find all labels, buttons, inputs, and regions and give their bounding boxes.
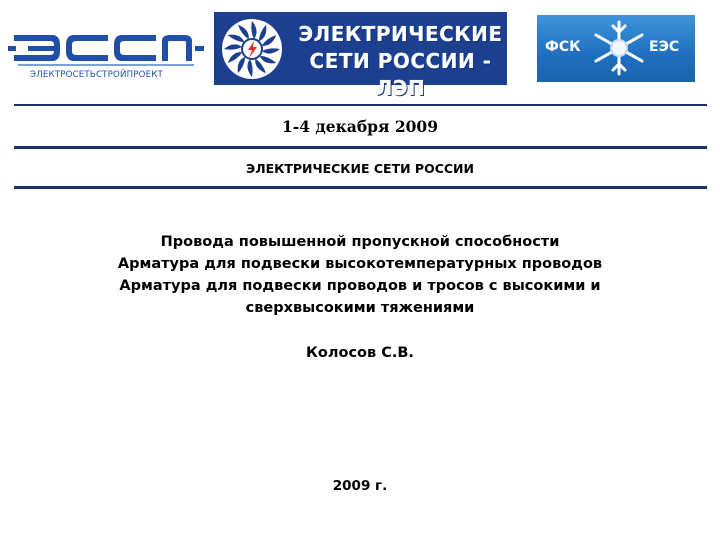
banner-line-2: СЕТИ РОССИИ - ЛЭП — [309, 49, 492, 100]
title-line-3: Арматура для подвески проводов и тросов с высокими и — [119, 278, 601, 294]
header-rule-bottom — [14, 186, 707, 189]
fsk-left-text: ФСК — [545, 39, 581, 55]
author-name: Колосов С.В. — [306, 345, 414, 361]
fsk-right-text: ЕЭС — [649, 39, 680, 55]
title-line-1: Провода повышенной пропускной способности — [160, 234, 560, 250]
presentation-titles — [40, 231, 680, 319]
banner-line-1: ЭЛЕКТРИЧЕСКИЕ — [298, 22, 503, 46]
essp-subtitle: ЭЛЕКТРОСЕТЬСТРОЙПРОЕКТ — [30, 70, 163, 80]
event-date: 1-4 декабря 2009 — [282, 117, 438, 136]
year-label: 2009 г. — [332, 478, 388, 494]
sun-emblem-icon — [220, 17, 284, 81]
header-rule-top — [14, 104, 707, 106]
banner-title — [298, 21, 503, 102]
snowflake-emblem-icon — [589, 18, 649, 78]
essp-logo — [8, 26, 204, 84]
electric-networks-banner — [214, 12, 507, 100]
header-rule-middle — [14, 146, 707, 149]
essp-letters-graphic — [8, 26, 204, 70]
fsk-ees-logo — [537, 15, 695, 82]
conference-name: ЭЛЕКТРИЧЕСКИЕ СЕТИ РОССИИ — [246, 161, 474, 176]
title-line-2: Арматура для подвески высокотемпературных проводов — [117, 256, 603, 272]
title-line-4: сверхвысокими тяжениями — [245, 300, 475, 316]
